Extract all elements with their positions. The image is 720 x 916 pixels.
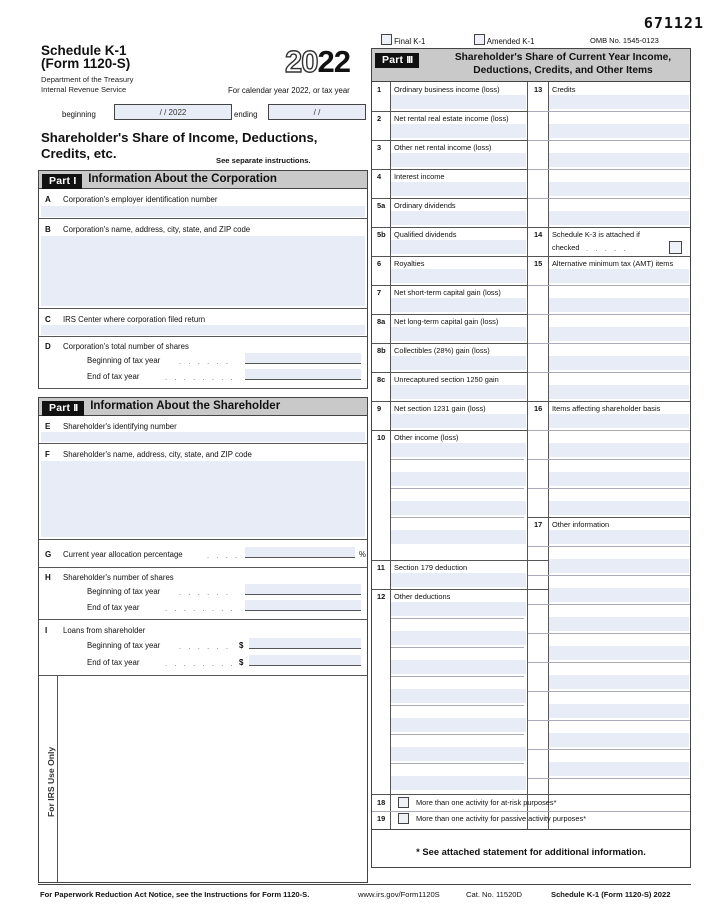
p3-rowsep-16 — [528, 517, 690, 518]
p3-rowsep-13 — [528, 227, 690, 228]
beginning-date-value: / / 2022 — [159, 108, 187, 117]
schedule-title — [41, 44, 130, 70]
field-I-beginning-label: Beginning of tax year — [87, 641, 161, 650]
field-H-end-input[interactable] — [245, 600, 361, 611]
p3-right-17-num: 17 — [534, 520, 543, 529]
p3-left-1-input[interactable] — [391, 95, 526, 109]
p3-left-8c-label: Unrecaptured section 1250 gain — [394, 375, 499, 384]
p3-left-10-bandsep-1 — [391, 459, 524, 460]
p3-bottom-19-label: More than one activity for passive activity purposes* — [416, 814, 587, 823]
p3-left-8a-label: Net long-term capital gain (loss) — [394, 317, 499, 326]
final-k1-label: Final K-1 — [394, 37, 426, 46]
footer-form-reference: Schedule K-1 (Form 1120-S) 2022 — [551, 890, 671, 899]
part3-grid — [371, 82, 691, 830]
p3-vsep-mid — [527, 82, 528, 829]
field-C-irs-center[interactable] — [38, 309, 368, 337]
field-I-letter: I — [45, 626, 48, 635]
field-H-end-label: End of tax year — [87, 603, 140, 612]
footer-paperwork-notice: For Paperwork Reduction Act Notice, see the Instructions for Form 1120-S. — [40, 890, 310, 899]
field-F-letter: F — [45, 450, 50, 459]
p3-left-6-num: 6 — [377, 259, 382, 268]
part3-heading-line1: Shareholder's Share of Current Year Income, — [454, 52, 672, 63]
ending-label: ending — [234, 110, 258, 119]
field-D-beginning-input[interactable] — [245, 353, 361, 364]
p3-left-11-label: Section 179 deduction — [394, 563, 468, 572]
p3-right-14-dots: . . . . . — [586, 244, 629, 253]
p3-left-6-input[interactable] — [391, 269, 526, 283]
p3-right-16-input-4[interactable] — [549, 501, 689, 515]
field-H-beginning-input[interactable] — [245, 584, 361, 595]
calendar-year-text: For calendar year 2022, or tax year — [228, 86, 350, 95]
p3-right-13-input-3[interactable] — [549, 153, 689, 167]
p3-left-12-input-6[interactable] — [391, 747, 526, 761]
p3-left-7-input[interactable] — [391, 298, 526, 312]
p3-right-15-bandsep-1 — [528, 285, 690, 286]
p3-right-17-bandsep-7 — [528, 720, 690, 721]
p3-left-8b-label: Collectibles (28%) gain (loss) — [394, 346, 490, 355]
passive-activity-purposes-checkbox[interactable] — [398, 813, 409, 824]
field-I-end-label: End of tax year — [87, 658, 140, 667]
field-D-label: Corporation's total number of shares — [63, 342, 189, 351]
p3-left-8b-num: 8b — [377, 346, 386, 355]
p3-right-13-input-2[interactable] — [549, 124, 689, 138]
p3-left-12-bandsep-2 — [391, 647, 524, 648]
p3-right-14-label2: checked — [552, 243, 580, 252]
p3-right-16-input-1[interactable] — [549, 414, 689, 428]
part3-tag: Part III — [375, 53, 419, 68]
field-E-input[interactable] — [41, 432, 365, 442]
part2-heading: Information About the Shareholder — [90, 400, 281, 412]
p3-left-12-bandsep-3 — [391, 676, 524, 677]
p3-right-16-label: Items affecting shareholder basis — [552, 404, 661, 413]
p3-left-4-input[interactable] — [391, 182, 526, 196]
p3-left-3-input[interactable] — [391, 153, 526, 167]
field-D-letter: D — [45, 342, 51, 351]
field-A-label: Corporation's employer identification number — [63, 195, 218, 204]
dept-line1: Department of the Treasury — [41, 75, 134, 84]
p3-left-7-label: Net short-term capital gain (loss) — [394, 288, 501, 297]
p3-left-12-input-1[interactable] — [391, 602, 526, 616]
field-B-letter: B — [45, 225, 51, 234]
p3-left-5b-num: 5b — [377, 230, 386, 239]
field-E-label: Shareholder's identifying number — [63, 422, 177, 431]
p3-left-12-input-2[interactable] — [391, 631, 526, 645]
p3-right-15-input-4[interactable] — [549, 356, 689, 370]
p3-right-17-input-7[interactable] — [549, 704, 689, 718]
field-G-label: Current year allocation percentage — [63, 550, 183, 559]
p3-right-13-label: Credits — [552, 85, 576, 94]
field-D-total-shares[interactable] — [38, 337, 368, 389]
amended-k1-label: Amended K-1 — [486, 37, 535, 46]
p3-right-15-bandsep-2 — [528, 314, 690, 315]
field-A-corporation-ein[interactable] — [38, 189, 368, 219]
p3-left-5a-num: 5a — [377, 201, 386, 210]
footer-website-link[interactable]: www.irs.gov/Form1120S — [358, 890, 440, 899]
p3-right-13-input-1[interactable] — [549, 95, 689, 109]
p3-left-11-input[interactable] — [391, 573, 526, 587]
p3-right-15-label: Alternative minimum tax (AMT) items — [552, 259, 674, 268]
field-I-label: Loans from shareholder — [63, 626, 146, 635]
field-B-corporation-address[interactable] — [38, 219, 368, 309]
p3-left-8c-input[interactable] — [391, 385, 526, 399]
amended-k1-checkbox[interactable] — [474, 34, 485, 45]
p3-right-13-bandsep-2 — [528, 140, 690, 141]
field-E-shareholder-id[interactable] — [38, 416, 368, 444]
p3-right-15-bandsep-4 — [528, 372, 690, 373]
part2-banner — [38, 397, 368, 416]
p3-left-12-bandsep-5 — [391, 734, 524, 735]
p3-left-6-label: Royalties — [394, 259, 425, 268]
page-title-line1: Shareholder's Share of Income, Deductions, — [41, 130, 318, 145]
p3-left-12-bandsep-6 — [391, 763, 524, 764]
p3-left-7-num: 7 — [377, 288, 382, 297]
p3-left-10-bandsep-3 — [391, 517, 524, 518]
ending-date-value: / / — [313, 108, 321, 117]
see-separate-instructions: See separate instructions. — [216, 156, 311, 165]
p3-bottom-18-num: 18 — [377, 798, 386, 807]
p3-left-12-input-3[interactable] — [391, 660, 526, 674]
footer-catalog-number: Cat. No. 11520D — [466, 890, 522, 899]
p3-left-2-input[interactable] — [391, 124, 526, 138]
p3-right-14-num: 14 — [534, 230, 543, 239]
field-H-end-dots: . . . . . . . . — [165, 604, 236, 613]
p3-left-5b-input[interactable] — [391, 240, 526, 254]
p3-right-17-bandsep-5 — [528, 662, 690, 663]
p3-bottom-sep-18 — [372, 811, 690, 812]
p3-left-10-input-4[interactable] — [391, 530, 526, 544]
p3-left-4-label: Interest income — [394, 172, 445, 181]
irs-use-only-box — [38, 676, 368, 883]
p3-left-12-input-5[interactable] — [391, 718, 526, 732]
p3-right-13-input-5[interactable] — [549, 211, 689, 225]
p3-right-13-bandsep-3 — [528, 169, 690, 170]
footer-rule — [38, 884, 691, 885]
p3-right-17-bandsep-3 — [528, 604, 690, 605]
p3-left-10-input-3[interactable] — [391, 501, 526, 515]
part1-tag: Part I — [42, 174, 82, 189]
field-I-beginning-dots: . . . . . . — [179, 642, 231, 651]
p3-left-9-label: Net section 1231 gain (loss) — [394, 404, 486, 413]
p3-left-12-num: 12 — [377, 592, 386, 601]
part3-heading-line2: Deductions, Credits, and Other Items — [473, 64, 653, 76]
p3-left-8a-num: 8a — [377, 317, 386, 326]
ending-date-input[interactable] — [268, 104, 366, 120]
p3-right-14-label: Schedule K-3 is attached if — [552, 230, 640, 239]
department-block — [41, 75, 133, 94]
p3-right-13-bandsep-4 — [528, 198, 690, 199]
p3-right-16-bandsep-3 — [528, 488, 690, 489]
p3-left-1-label: Ordinary business income (loss) — [394, 85, 500, 94]
p3-left-12-input-7[interactable] — [391, 776, 526, 790]
p3-left-5b-label: Qualified dividends — [394, 230, 457, 239]
p3-right-17-input-3[interactable] — [549, 588, 689, 602]
p3-left-8c-num: 8c — [377, 375, 386, 384]
p3-left-12-bandsep-4 — [391, 705, 524, 706]
p3-right-17-input-1[interactable] — [549, 530, 689, 544]
p3-rowsep-14 — [528, 256, 690, 257]
tax-year-display — [285, 44, 350, 80]
p3-right-17-input-5[interactable] — [549, 646, 689, 660]
field-D-end-input[interactable] — [245, 369, 361, 380]
field-I-end-dots: . . . . . . . . — [165, 659, 236, 668]
p3-right-16-input-2[interactable] — [549, 443, 689, 457]
field-H-beginning-label: Beginning of tax year — [87, 587, 161, 596]
field-F-shareholder-address[interactable] — [38, 444, 368, 540]
p3-left-3-num: 3 — [377, 143, 382, 152]
field-I-beginning-currency: $ — [239, 641, 244, 650]
field-G-allocation-percentage[interactable] — [38, 540, 368, 568]
p3-left-12-input-4[interactable] — [391, 689, 526, 703]
field-G-dots: . . . . — [207, 551, 240, 560]
part1-heading: Information About the Corporation — [88, 173, 277, 185]
p3-rowsep-10 — [372, 560, 548, 561]
p3-left-10-bandsep-2 — [391, 488, 524, 489]
omb-number: OMB No. 1545-0123 — [590, 36, 659, 45]
p3-right-17-bandsep-8 — [528, 749, 690, 750]
p3-right-17-input-6[interactable] — [549, 675, 689, 689]
field-I-loans-from-shareholder[interactable] — [38, 620, 368, 676]
tax-year-suffix: 22 — [317, 44, 350, 79]
p3-left-9-input[interactable] — [391, 414, 526, 428]
irs-use-only-label: For IRS Use Only — [46, 746, 56, 817]
tax-year-prefix: 20 — [285, 44, 318, 79]
field-F-input[interactable] — [41, 461, 365, 537]
field-A-letter: A — [45, 195, 51, 204]
p3-left-8a-input[interactable] — [391, 327, 526, 341]
irs-use-only-area — [39, 690, 157, 860]
schedule-title-line1: Schedule K-1 — [41, 43, 127, 58]
p3-right-17-bandsep-2 — [528, 575, 690, 576]
p3-right-16-bandsep-2 — [528, 459, 690, 460]
p3-left-3-label: Other net rental income (loss) — [394, 143, 492, 152]
p3-right-13-bandsep-1 — [528, 111, 690, 112]
beginning-label: beginning — [62, 110, 96, 119]
dept-line2: Internal Revenue Service — [41, 84, 127, 94]
p3-rowsep-bottom — [372, 794, 690, 795]
p3-right-16-input-3[interactable] — [549, 472, 689, 486]
p3-right-13-num: 13 — [534, 85, 543, 94]
p3-left-2-label: Net rental real estate income (loss) — [394, 114, 509, 123]
part1-banner — [38, 170, 368, 189]
field-I-end-input[interactable] — [249, 655, 361, 666]
field-E-letter: E — [45, 422, 51, 431]
p3-right-17-bandsep-1 — [528, 546, 690, 547]
field-A-input[interactable] — [41, 206, 365, 217]
p3-right-17-bandsep-9 — [528, 778, 690, 779]
p3-left-4-num: 4 — [377, 172, 382, 181]
p3-right-15-input-1[interactable] — [549, 269, 689, 283]
field-H-beginning-dots: . . . . . . — [179, 588, 231, 597]
p3-right-17-input-9[interactable] — [549, 762, 689, 776]
field-C-input[interactable] — [41, 325, 365, 335]
p3-bottom-19-num: 19 — [377, 814, 386, 823]
field-B-input[interactable] — [41, 236, 365, 306]
field-D-beginning-label: Beginning of tax year — [87, 356, 161, 365]
field-H-letter: H — [45, 573, 51, 582]
field-C-label: IRS Center where corporation filed return — [63, 315, 206, 324]
field-F-label: Shareholder's name, address, city, state, and ZIP code — [63, 450, 252, 459]
field-C-letter: C — [45, 315, 51, 324]
p3-left-2-num: 2 — [377, 114, 382, 123]
field-H-label: Shareholder's number of shares — [63, 573, 174, 582]
field-D-beginning-dots: . . . . . . — [179, 357, 231, 366]
at-risk-purposes-checkbox[interactable] — [398, 797, 409, 808]
p3-rowsep-15 — [528, 401, 690, 402]
p3-right-17-bandsep-6 — [528, 691, 690, 692]
part3-heading — [438, 52, 688, 77]
schedule-title-line2: (Form 1120-S) — [41, 56, 131, 71]
p3-right-15-input-2[interactable] — [549, 298, 689, 312]
p3-bottom-18-label: More than one activity for at-risk purposes* — [416, 798, 557, 807]
page-title-line2: Credits, etc. — [41, 146, 117, 161]
p3-right-15-input-5[interactable] — [549, 385, 689, 399]
p3-left-5a-input[interactable] — [391, 211, 526, 225]
p3-left-10-input-1[interactable] — [391, 443, 526, 457]
p3-left-5a-label: Ordinary dividends — [394, 201, 456, 210]
form-ocr-number: 671121 — [643, 14, 704, 32]
field-H-shareholder-shares[interactable] — [38, 568, 368, 620]
field-D-end-dots: . . . . . . . . — [165, 373, 236, 382]
p3-right-17-input-2[interactable] — [549, 559, 689, 573]
p3-right-16-bandsep-1 — [528, 430, 690, 431]
p3-right-15-bandsep-3 — [528, 343, 690, 344]
amended-k1-checkbox-group[interactable] — [474, 34, 534, 46]
final-k1-checkbox[interactable] — [381, 34, 392, 45]
p3-right-17-input-8[interactable] — [549, 733, 689, 747]
field-G-percent-symbol: % — [359, 550, 366, 559]
p3-right-17-label: Other information — [552, 520, 610, 529]
p3-right-15-input-3[interactable] — [549, 327, 689, 341]
part2-tag: Part II — [42, 401, 84, 416]
schedule-k3-checkbox[interactable] — [669, 241, 682, 254]
p3-left-11-num: 11 — [377, 563, 385, 572]
p3-left-12-label: Other deductions — [394, 592, 451, 601]
p3-left-10-num: 10 — [377, 433, 386, 442]
p3-left-10-input-2[interactable] — [391, 472, 526, 486]
field-I-end-currency: $ — [239, 658, 244, 667]
field-B-label: Corporation's name, address, city, state, and ZIP code — [63, 225, 251, 234]
p3-right-13-input-4[interactable] — [549, 182, 689, 196]
part3-footnote: * See attached statement for additional information. — [416, 846, 646, 857]
p3-right-15-num: 15 — [534, 259, 543, 268]
field-D-end-label: End of tax year — [87, 372, 140, 381]
field-I-beginning-input[interactable] — [249, 638, 361, 649]
p3-left-10-label: Other income (loss) — [394, 433, 459, 442]
p3-left-1-num: 1 — [377, 85, 382, 94]
field-G-input[interactable] — [245, 547, 355, 558]
final-k1-checkbox-group[interactable] — [381, 34, 425, 46]
p3-right-17-input-4[interactable] — [549, 617, 689, 631]
p3-right-16-num: 16 — [534, 404, 543, 413]
p3-rowsep-11 — [372, 589, 548, 590]
beginning-date-input[interactable] — [114, 104, 232, 120]
p3-left-8b-input[interactable] — [391, 356, 526, 370]
part3-banner — [371, 48, 691, 82]
field-G-letter: G — [45, 550, 52, 559]
p3-left-12-bandsep-1 — [391, 618, 524, 619]
p3-left-9-num: 9 — [377, 404, 382, 413]
p3-right-17-bandsep-4 — [528, 633, 690, 634]
